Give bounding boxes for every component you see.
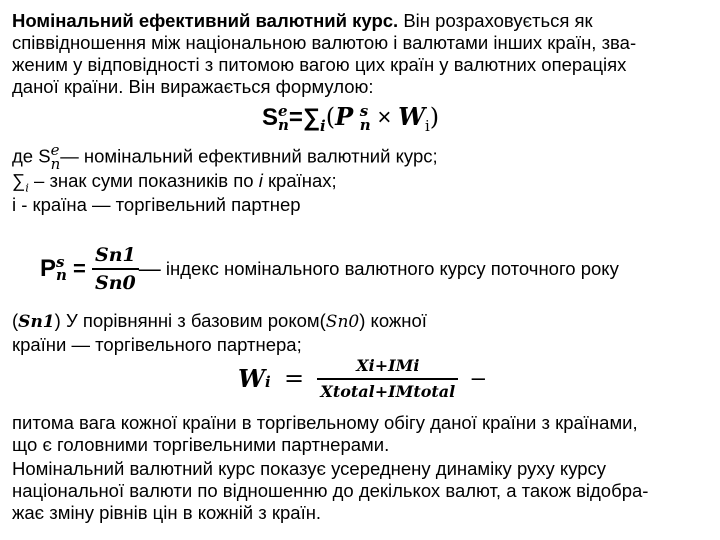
def2-sub: i — [25, 180, 29, 195]
intro-line-2: співвідношення між національною валютою і валютами інших країн, зва- — [12, 32, 637, 53]
intro-text: Він розраховується як — [398, 10, 593, 31]
definition-country: i - країна — торгівельний партнер — [12, 194, 301, 215]
note-sn0: Sn0 — [325, 312, 360, 332]
formula1-p-sup: s — [359, 102, 369, 121]
def2-i: i — [258, 170, 263, 191]
def1-sub: n — [50, 154, 61, 173]
outro-line-4: національної валюти по відношенню до декількох валют, а також відобра- — [12, 480, 649, 501]
formula1-times: × — [377, 104, 392, 131]
def1-pre: де S — [12, 145, 51, 167]
formula1-sup: e — [278, 102, 288, 121]
definition-s — [12, 141, 438, 173]
def2-sum-symbol: ∑ — [12, 170, 26, 191]
formula1-sub: n — [278, 115, 289, 134]
formula1-eq: =∑ — [288, 104, 321, 131]
definition-sum — [12, 170, 337, 195]
formula2-p: P — [40, 255, 57, 282]
note-sn1: Sn1 — [18, 312, 55, 332]
formula1-p-sub: n — [359, 115, 371, 134]
intro-line-4: даної країни. Він виражається формулою: — [12, 76, 374, 97]
index-note-line-2: країни — торгівельного партнера; — [12, 334, 302, 355]
outro-line-2: що є головними торгівельними партнерами. — [12, 434, 390, 455]
formula2-fraction — [92, 244, 139, 294]
formula1-w-sub: i — [425, 116, 430, 135]
formula-effective-rate — [262, 102, 440, 135]
formula2-sup: s — [56, 252, 65, 271]
intro-line-3: женим у відповідності з питомою вагою цих країн у валютних операціях — [12, 54, 627, 75]
def2-end: країнах; — [262, 170, 337, 191]
formula1-w: W — [398, 102, 426, 131]
formula3-dash: – — [471, 364, 485, 392]
formula3-fraction — [317, 356, 458, 401]
note-end: ) кожної — [359, 310, 427, 331]
formula2-denominator: Sn0 — [95, 272, 136, 294]
formula1-paren-close: ) — [429, 103, 440, 131]
formula2-eq: = — [66, 256, 86, 281]
formula2-description: індекс номінального валютного курсу поточного року — [160, 258, 619, 279]
formula3-w: W — [238, 364, 265, 393]
outro-line-5: жає зміну рівнів цін в кожній з країн. — [12, 502, 322, 523]
term-title: Номінальний ефективний валютний курс. — [12, 10, 399, 31]
formula3-w-sub: i — [264, 372, 271, 391]
formula1-p: P — [335, 102, 354, 131]
def1-sup: e — [50, 141, 60, 159]
formula2-numerator: Sn1 — [92, 244, 139, 270]
formula3-eq: = — [283, 364, 305, 393]
outro-line-3: Номінальний валютний курс показує усереднену динаміку руху курсу — [12, 458, 607, 479]
formula1-sum-sub: i — [320, 116, 326, 135]
formula2-dash: — — [138, 256, 161, 281]
formula1-paren-open: ( — [325, 103, 336, 131]
formula3-numerator: Xi+IMi — [317, 356, 458, 380]
note-open: ( — [12, 310, 19, 331]
formula1-s: S — [262, 104, 279, 131]
def2-text: – знак суми показників по — [28, 170, 259, 191]
outro-line-1: питома вага кожної країни в торгівельному обігу даної країни з країнами, — [12, 412, 638, 433]
def1-text: — номінальний ефективний валютний курс; — [60, 145, 438, 167]
intro-line-1 — [12, 10, 593, 32]
index-note-line-1 — [12, 310, 427, 333]
formula-weight — [238, 356, 485, 401]
formula-index — [40, 244, 619, 294]
note-mid: ) У порівнянні з базовим роком( — [54, 310, 326, 331]
formula3-denominator: Xtotal+IMtotal — [320, 382, 456, 401]
formula2-sub: n — [56, 266, 67, 284]
